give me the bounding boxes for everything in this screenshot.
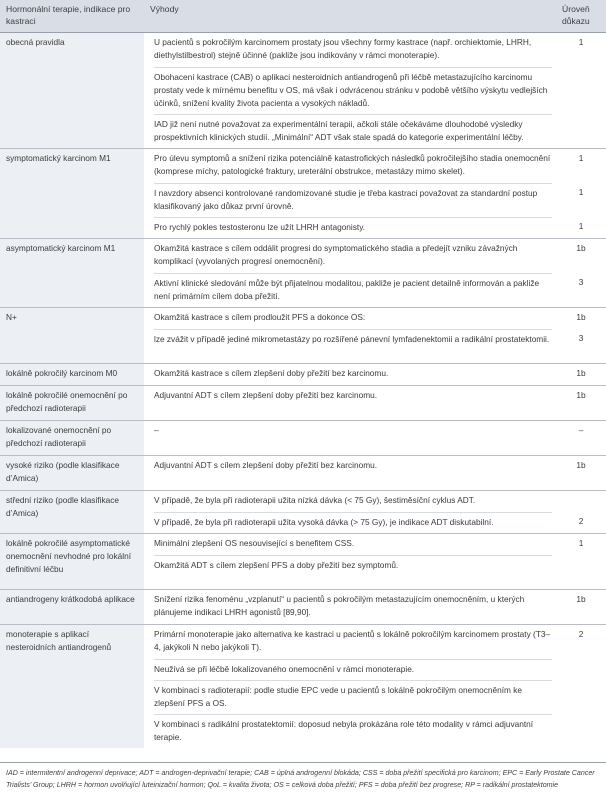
- table-row: [0, 490, 606, 533]
- evidence-level: [556, 114, 606, 148]
- advantage-text: Snížení rizika fenoménu „vzplanutí“ u pacientů s pokročilým metastazujícím onemocněním, u kterých plánujeme indikaci LHRH agonistů [89,90].: [154, 593, 525, 617]
- evidence-level-cell: [556, 490, 606, 533]
- abbreviations-footnote: IAD = intermitentní androgenní deprivace; ADT = androgen-deprivační terapie; CAB = úplná androgenní blokáda; CSS = doba přežití specifická pro karcinom; EPC = Early Prostate Cancer Trialists’ Group; LHRH = hormon uvolňující luteinizační hormon; QoL = kvalita života; OS = celková doba přežití; PFS = doba přežití bez progrese; RP = radikální prostatektomie: [0, 762, 606, 791]
- evidence-level: [556, 680, 606, 714]
- indication-cell: vysoké riziko (podle klasifikace d’Amica): [0, 455, 144, 490]
- header-row: [0, 0, 606, 32]
- advantage-text: Adjuvantní ADT s cílem zlepšení doby přežití bez karcinomu.: [154, 389, 378, 400]
- evidence-level: 1b: [576, 367, 586, 378]
- evidence-level-cell: [556, 455, 606, 490]
- advantages-cell: [144, 385, 556, 420]
- advantages-cell: [144, 589, 556, 624]
- advantage-text: I navzdory absenci kontrolované randomizované studie je třeba kastraci považovat za standardní postup klasifikovaný jako důkaz první úrovně.: [154, 183, 552, 217]
- evidence-level: 3: [578, 332, 584, 343]
- evidence-level-cell: [556, 385, 606, 420]
- indication-cell: obecná pravidla: [0, 32, 144, 148]
- evidence-level: 1b: [576, 311, 586, 322]
- indication-cell: antiandrogeny krátkodobá aplikace: [0, 589, 144, 624]
- advantages-cell: [144, 363, 556, 385]
- evidence-level: [556, 555, 606, 589]
- evidence-level: 1: [578, 220, 584, 231]
- evidence-level: –: [578, 424, 584, 435]
- header-indication: Hormonální terapie, indikace pro kastraci: [0, 0, 144, 32]
- table-body: [0, 32, 606, 748]
- advantage-text: Okamžitá kastrace s cílem oddálit progresi do symptomatického stadia a předejít vzniku závažných komplikací (vyvolaných progresí onemocnění).: [154, 242, 518, 266]
- table-row: [0, 148, 606, 238]
- table-row: [0, 238, 606, 307]
- evidence-level-cell: [556, 533, 606, 589]
- header-advantages: Výhody: [144, 0, 556, 32]
- header-evidence-level: Úroveň důkazu: [556, 0, 606, 32]
- evidence-level-cell: [556, 624, 606, 748]
- advantage-text: Pro úlevu symptomů a snížení rizika potenciálně katastrofických následků pokročilejšího stadia onemocnění (komprese míchy, patologické fraktury, ureterální obstrukce, metastázy mimo skelet).: [154, 152, 551, 176]
- evidence-level: [556, 714, 606, 748]
- evidence-level: 1: [578, 36, 584, 47]
- advantages-cell: [144, 455, 556, 490]
- advantage-text: Okamžitá ADT s cílem zlepšení PFS a doby přežití bez symptomů.: [154, 555, 552, 589]
- indication-cell: asymptomatický karcinom M1: [0, 238, 144, 307]
- evidence-level-cell: [556, 420, 606, 455]
- table-row: [0, 32, 606, 148]
- table-row: [0, 533, 606, 589]
- evidence-level: 1b: [576, 459, 586, 470]
- table-row: [0, 420, 606, 455]
- advantage-text: lze zvážit v případě jediné mikrometastázy po rozšířené pánevní lymfadenektomii a radikální prostatektomii.: [154, 329, 552, 363]
- table-row: [0, 307, 606, 363]
- evidence-level: [556, 659, 606, 680]
- advantage-text: IAD již není nutné považovat za experimentální terapii, ačkoli stále očekáváme dlouhodobé výsledky prospektivních klinických studií. „Minimální“ ADT však stale spadá do kategorie experimentální léčby.: [154, 114, 552, 148]
- table-row: [0, 455, 606, 490]
- indication-cell: střední riziko (podle klasifikace d’Amica): [0, 490, 144, 533]
- advantage-text: V kombinaci s radikální prostatektomií: doposud nebyla prokázána role této modality v rámci adjuvantní terapie.: [154, 714, 552, 748]
- indication-cell: symptomatický karcinom M1: [0, 148, 144, 238]
- advantages-cell: [144, 624, 556, 748]
- evidence-level: [556, 491, 606, 512]
- evidence-level-cell: [556, 307, 606, 363]
- indication-cell: lokálně pokročilý karcinom M0: [0, 363, 144, 385]
- evidence-level-cell: [556, 148, 606, 238]
- advantages-cell: [144, 307, 556, 363]
- evidence-level: 2: [578, 515, 584, 526]
- evidence-level: [556, 67, 606, 114]
- indication-cell: lokálně pokročilé onemocnění po předchozí radioterapii: [0, 385, 144, 420]
- evidence-level: 1: [578, 537, 584, 548]
- indication-cell: lokálně pokročilé asymptomatické onemocnění nevhodné pro lokální definitivní léčbu: [0, 533, 144, 589]
- indication-cell: monoterapie s aplikací nesteroidních antiandrogenů: [0, 624, 144, 748]
- evidence-level: 1: [578, 186, 584, 197]
- advantage-text: Aktivní klinické sledování může být přijatelnou modalitou, pakliže je pacient detailně informován a pakliže není primárním cílem doba přežití.: [154, 273, 552, 307]
- advantage-text: V kombinaci s radioterapií: podle studie EPC vede u pacientů s lokálně pokročilým onemocněním ke zlepšení PFS a OS.: [154, 680, 552, 714]
- evidence-level: 2: [578, 628, 584, 639]
- advantages-cell: [144, 148, 556, 238]
- advantage-text: U pacientů s pokročilým karcinomem prostaty jsou všechny formy kastrace (např. orchiektomie, LHRH, diethylstilbestrol) stejně účinné (pakliže jsou indikovány v rámci monoterapie).: [154, 36, 532, 60]
- advantage-text: Pro rychlý pokles testosteronu lze užít LHRH antagonisty.: [154, 217, 552, 238]
- advantages-cell: [144, 420, 556, 455]
- evidence-level: 1b: [576, 593, 586, 604]
- advantages-cell: [144, 238, 556, 307]
- evidence-level: 1b: [576, 389, 586, 400]
- advantages-cell: [144, 32, 556, 148]
- advantage-text: Okamžitá kastrace s cílem zlepšení doby přežití bez karcinomu.: [154, 367, 389, 378]
- table-row: [0, 624, 606, 748]
- table-header: [0, 0, 606, 32]
- advantages-cell: [144, 490, 556, 533]
- evidence-level-cell: [556, 589, 606, 624]
- advantage-text: Okamžitá kastrace s cílem prodloužit PFS a dokonce OS:: [154, 311, 366, 322]
- advantage-text: Obohacení kastrace (CAB) o aplikaci nesteroidních antiandrogenů při léčbě metastazujícího karcinomu prostaty vede k mírnému benefitu v OS, má však i odvrácenou stránku v podobě většího výskytu vedlejších účinků, snížení kvality života pacienta a vysokých nákladů.: [154, 67, 552, 114]
- advantage-text: –: [154, 424, 159, 435]
- advantage-text: Primární monoterapie jako alternativa ke kastraci u pacientů s lokálně pokročilým karcinomem prostaty (T3–4, jakýkoli N nebo jakýkoli T).: [154, 628, 551, 652]
- evidence-level: 3: [578, 276, 584, 287]
- table-row: [0, 363, 606, 385]
- indication-cell: lokalizované onemocnění po předchozí radioterapii: [0, 420, 144, 455]
- advantage-text: V případě, že byla při radioterapii užita nízká dávka (< 75 Gy), šestiměsíční cyklus ADT.: [154, 494, 476, 505]
- advantages-cell: [144, 533, 556, 589]
- evidence-level-cell: [556, 32, 606, 148]
- evidence-level-cell: [556, 238, 606, 307]
- advantage-text: Neužívá se při léčbě lokalizovaného onemocnění v rámci monoterapie.: [154, 659, 552, 680]
- advantage-text: V případě, že byla při radioterapii užita vysoká dávka (> 75 Gy), je indikace ADT diskutabilní.: [154, 512, 552, 533]
- advantage-text: Minimální zlepšení OS nesouvisející s benefitem CSS.: [154, 537, 355, 548]
- evidence-level: 1: [578, 152, 584, 163]
- advantage-text: Adjuvantní ADT s cílem zlepšení doby přežití bez karcinomu.: [154, 459, 378, 470]
- evidence-level-cell: [556, 363, 606, 385]
- indication-cell: N+: [0, 307, 144, 363]
- table-row: [0, 589, 606, 624]
- evidence-level: 1b: [576, 242, 586, 253]
- table-row: [0, 385, 606, 420]
